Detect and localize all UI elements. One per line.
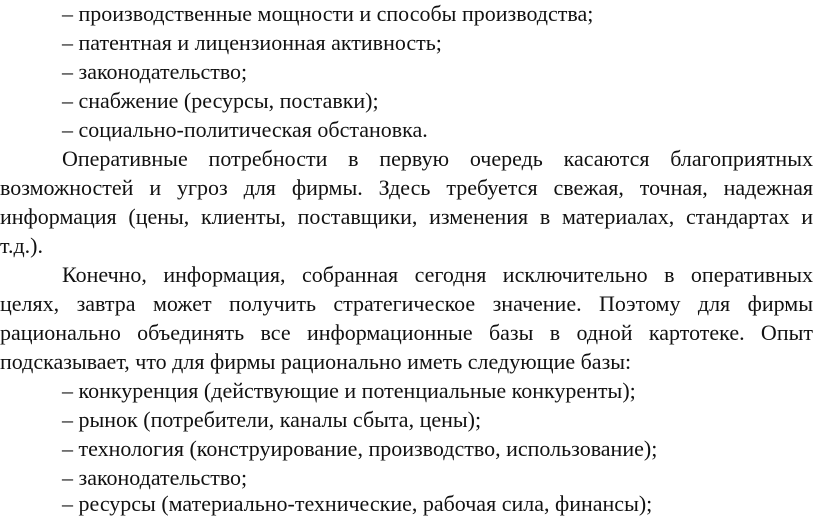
paragraph-line: возможностей и угроз для фирмы. Здесь требуется свежая, точная, надежная — [0, 175, 813, 200]
paragraph-line: Конечно, информация, собранная сегодня исключительно в оперативных — [62, 262, 813, 287]
list-item: – технология (конструирование, производство, использование); — [62, 436, 658, 461]
list-item: – конкуренция (действующие и потенциальные конкуренты); — [62, 378, 636, 403]
paragraph-line: информация (цены, клиенты, поставщики, изменения в материалах, стандартах и — [0, 204, 813, 229]
paragraph-line: Оперативные потребности в первую очередь касаются благоприятных — [62, 146, 813, 171]
paragraph-line: т.д.). — [0, 233, 43, 258]
list-item: – социально-политическая обстановка. — [62, 117, 428, 142]
list-item: – ресурсы (материально-технические, рабочая сила, финансы); — [62, 491, 653, 516]
paragraph-line: целях, завтра может получить стратегическое значение. Поэтому для фирмы — [0, 291, 813, 316]
list-item: – законодательство; — [62, 465, 248, 490]
list-item: – производственные мощности и способы производства; — [62, 1, 594, 26]
list-item: – патентная и лицензионная активность; — [62, 30, 442, 55]
paragraph-line: подсказывает, что для фирмы рационально иметь следующие базы: — [0, 349, 632, 374]
list-item: – рынок (потребители, каналы сбыта, цены); — [62, 407, 482, 432]
paragraph-line: рационально объединять все информационные базы в одной картотеке. Опыт — [0, 320, 813, 345]
list-item: – снабжение (ресурсы, поставки); — [62, 88, 379, 113]
list-item: – законодательство; — [62, 59, 248, 84]
